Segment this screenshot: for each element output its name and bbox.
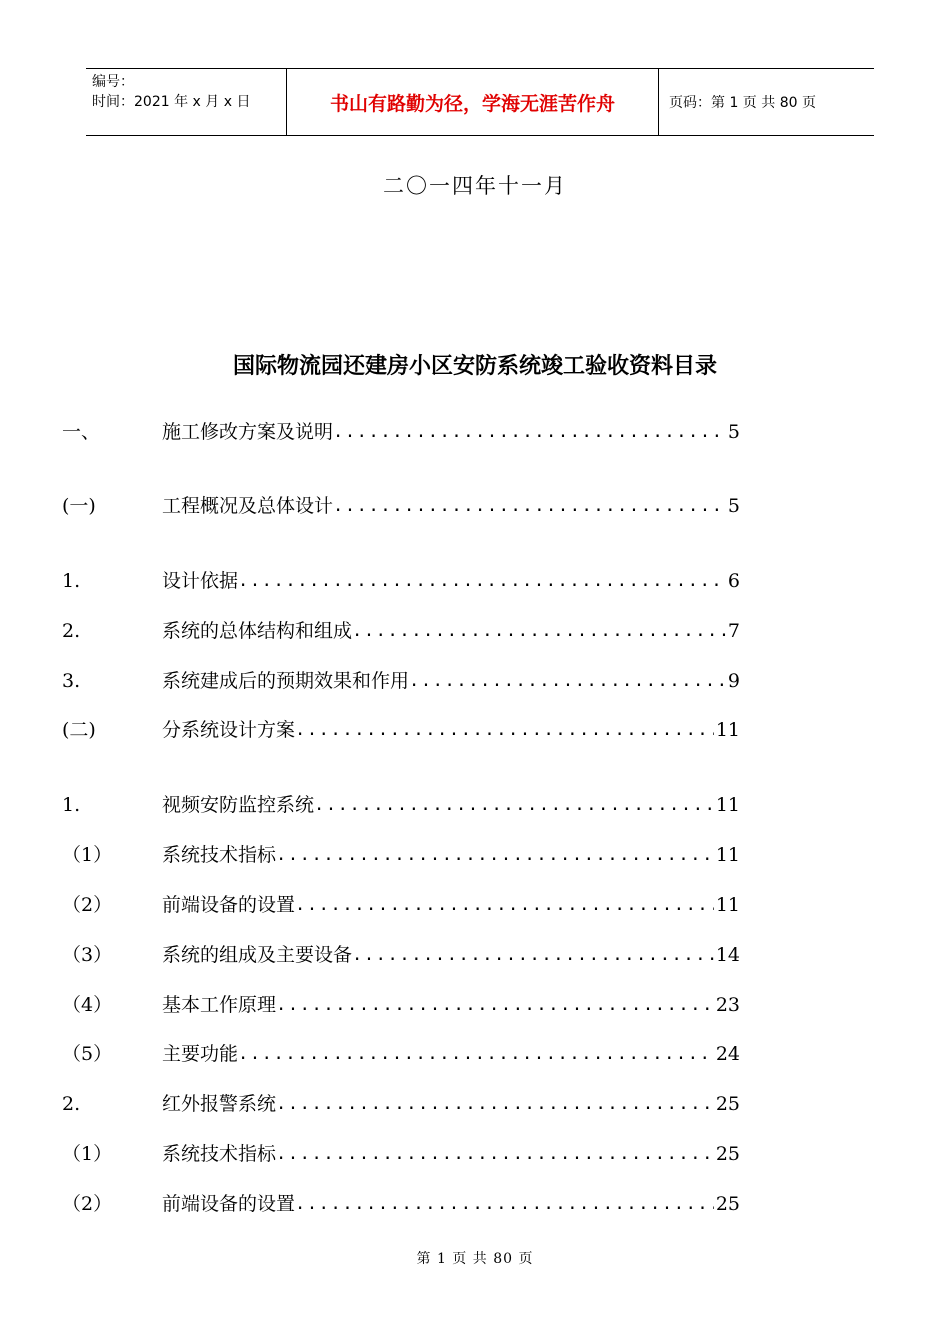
toc-entry[interactable] [62, 941, 740, 969]
toc-entry-page: 5 [727, 421, 740, 443]
toc-entry-label: 设计依据 [162, 570, 239, 592]
toc-leader-dots [314, 791, 714, 819]
toc-entry[interactable] [62, 667, 740, 695]
toc-entry-label: 主要功能 [162, 1043, 239, 1065]
toc-leader-dots [352, 617, 726, 645]
toc-entry-number: 1. [62, 794, 81, 816]
toc-entry-label: 系统的组成及主要设备 [162, 944, 353, 966]
header-info-cell [86, 69, 286, 135]
toc-entry-number: 2. [62, 1093, 81, 1115]
toc-entry[interactable] [62, 1140, 740, 1168]
toc-entry-page: 23 [715, 994, 740, 1016]
toc-entry-label: 红外报警系统 [162, 1093, 277, 1115]
toc-entry-page: 5 [727, 495, 740, 517]
toc-entry-page: 7 [727, 620, 740, 642]
toc-entry-number: 2. [62, 620, 81, 642]
toc-entry[interactable] [62, 841, 740, 869]
toc-leader-dots [238, 567, 726, 595]
toc-leader-dots [276, 841, 714, 869]
toc-entry-label: 前端设备的设置 [162, 894, 296, 916]
toc-leader-dots [295, 716, 714, 744]
toc-entry-page: 25 [715, 1143, 740, 1165]
toc-entry-number: （5） [62, 1043, 113, 1065]
toc-entry-page: 9 [727, 670, 740, 692]
header-motto: 书山有路勤为径，学海无涯苦作舟 [286, 69, 659, 135]
toc-entry-page: 14 [715, 944, 740, 966]
toc-entry[interactable] [62, 1040, 740, 1068]
header-page-label: 页码：第 1 页 共 80 页 [669, 95, 816, 111]
toc-entry[interactable] [62, 567, 740, 595]
toc-entry-number: （4） [62, 994, 113, 1016]
toc-entry-number: (二) [62, 719, 96, 741]
document-title: 国际物流园还建房小区安防系统竣工验收资料目录 [232, 354, 717, 379]
toc-entry[interactable] [62, 418, 740, 446]
toc-entry-page: 6 [727, 570, 740, 592]
toc-entry[interactable] [62, 791, 740, 819]
toc-entry[interactable] [62, 891, 740, 919]
header-time-label: 时间：2021 年 x 月 x 日 [92, 94, 251, 110]
toc-entry-label: 前端设备的设置 [162, 1193, 296, 1215]
toc-entry-number: （3） [62, 944, 113, 966]
toc-leader-dots [238, 1040, 714, 1068]
toc-entry-page: 24 [715, 1043, 740, 1065]
toc-entry-number: 3. [62, 670, 81, 692]
toc-entry[interactable] [62, 716, 740, 744]
toc-entry-label: 系统的总体结构和组成 [162, 620, 353, 642]
header-number-label: 编号： [92, 74, 134, 90]
toc-entry-page: 25 [715, 1193, 740, 1215]
toc-entry-label: 工程概况及总体设计 [162, 495, 334, 517]
toc-leader-dots [409, 667, 726, 695]
toc-entry-label: 系统建成后的预期效果和作用 [162, 670, 410, 692]
toc-entry-number: (一) [62, 495, 96, 517]
document-header [86, 68, 874, 136]
toc-entry-number: （2） [62, 894, 113, 916]
toc-leader-dots [276, 1090, 714, 1118]
page-footer: 第 1 页 共 80 页 [416, 1251, 534, 1267]
toc-entry-number: （2） [62, 1193, 113, 1215]
toc-leader-dots [295, 891, 714, 919]
toc-entry-number: （1） [62, 1143, 113, 1165]
toc-entry-number: 一、 [62, 421, 101, 443]
toc-leader-dots [333, 492, 726, 520]
toc-leader-dots [276, 991, 714, 1019]
toc-entry-page: 11 [715, 794, 740, 816]
toc-entry-label: 系统技术指标 [162, 1143, 277, 1165]
toc-entry-label: 基本工作原理 [162, 994, 277, 1016]
toc-entry[interactable] [62, 492, 740, 520]
toc-entry[interactable] [62, 1090, 740, 1118]
toc-entry[interactable] [62, 991, 740, 1019]
toc-leader-dots [352, 941, 714, 969]
toc-entry-label: 施工修改方案及说明 [162, 421, 334, 443]
toc-entry-label: 系统技术指标 [162, 844, 277, 866]
toc-entry-page: 11 [715, 844, 740, 866]
toc-leader-dots [295, 1190, 714, 1218]
document-date: 二〇一四年十一月 [383, 174, 567, 198]
toc-entry-number: （1） [62, 844, 113, 866]
toc-entry[interactable] [62, 1190, 740, 1218]
toc-entry-label: 视频安防监控系统 [162, 794, 315, 816]
toc-entry-page: 25 [715, 1093, 740, 1115]
toc-entry-label: 分系统设计方案 [162, 719, 296, 741]
toc-entry-number: 1. [62, 570, 81, 592]
toc-entry-page: 11 [715, 719, 740, 741]
toc-leader-dots [333, 418, 726, 446]
toc-entry[interactable] [62, 617, 740, 645]
toc-leader-dots [276, 1140, 714, 1168]
toc-entry-page: 11 [715, 894, 740, 916]
